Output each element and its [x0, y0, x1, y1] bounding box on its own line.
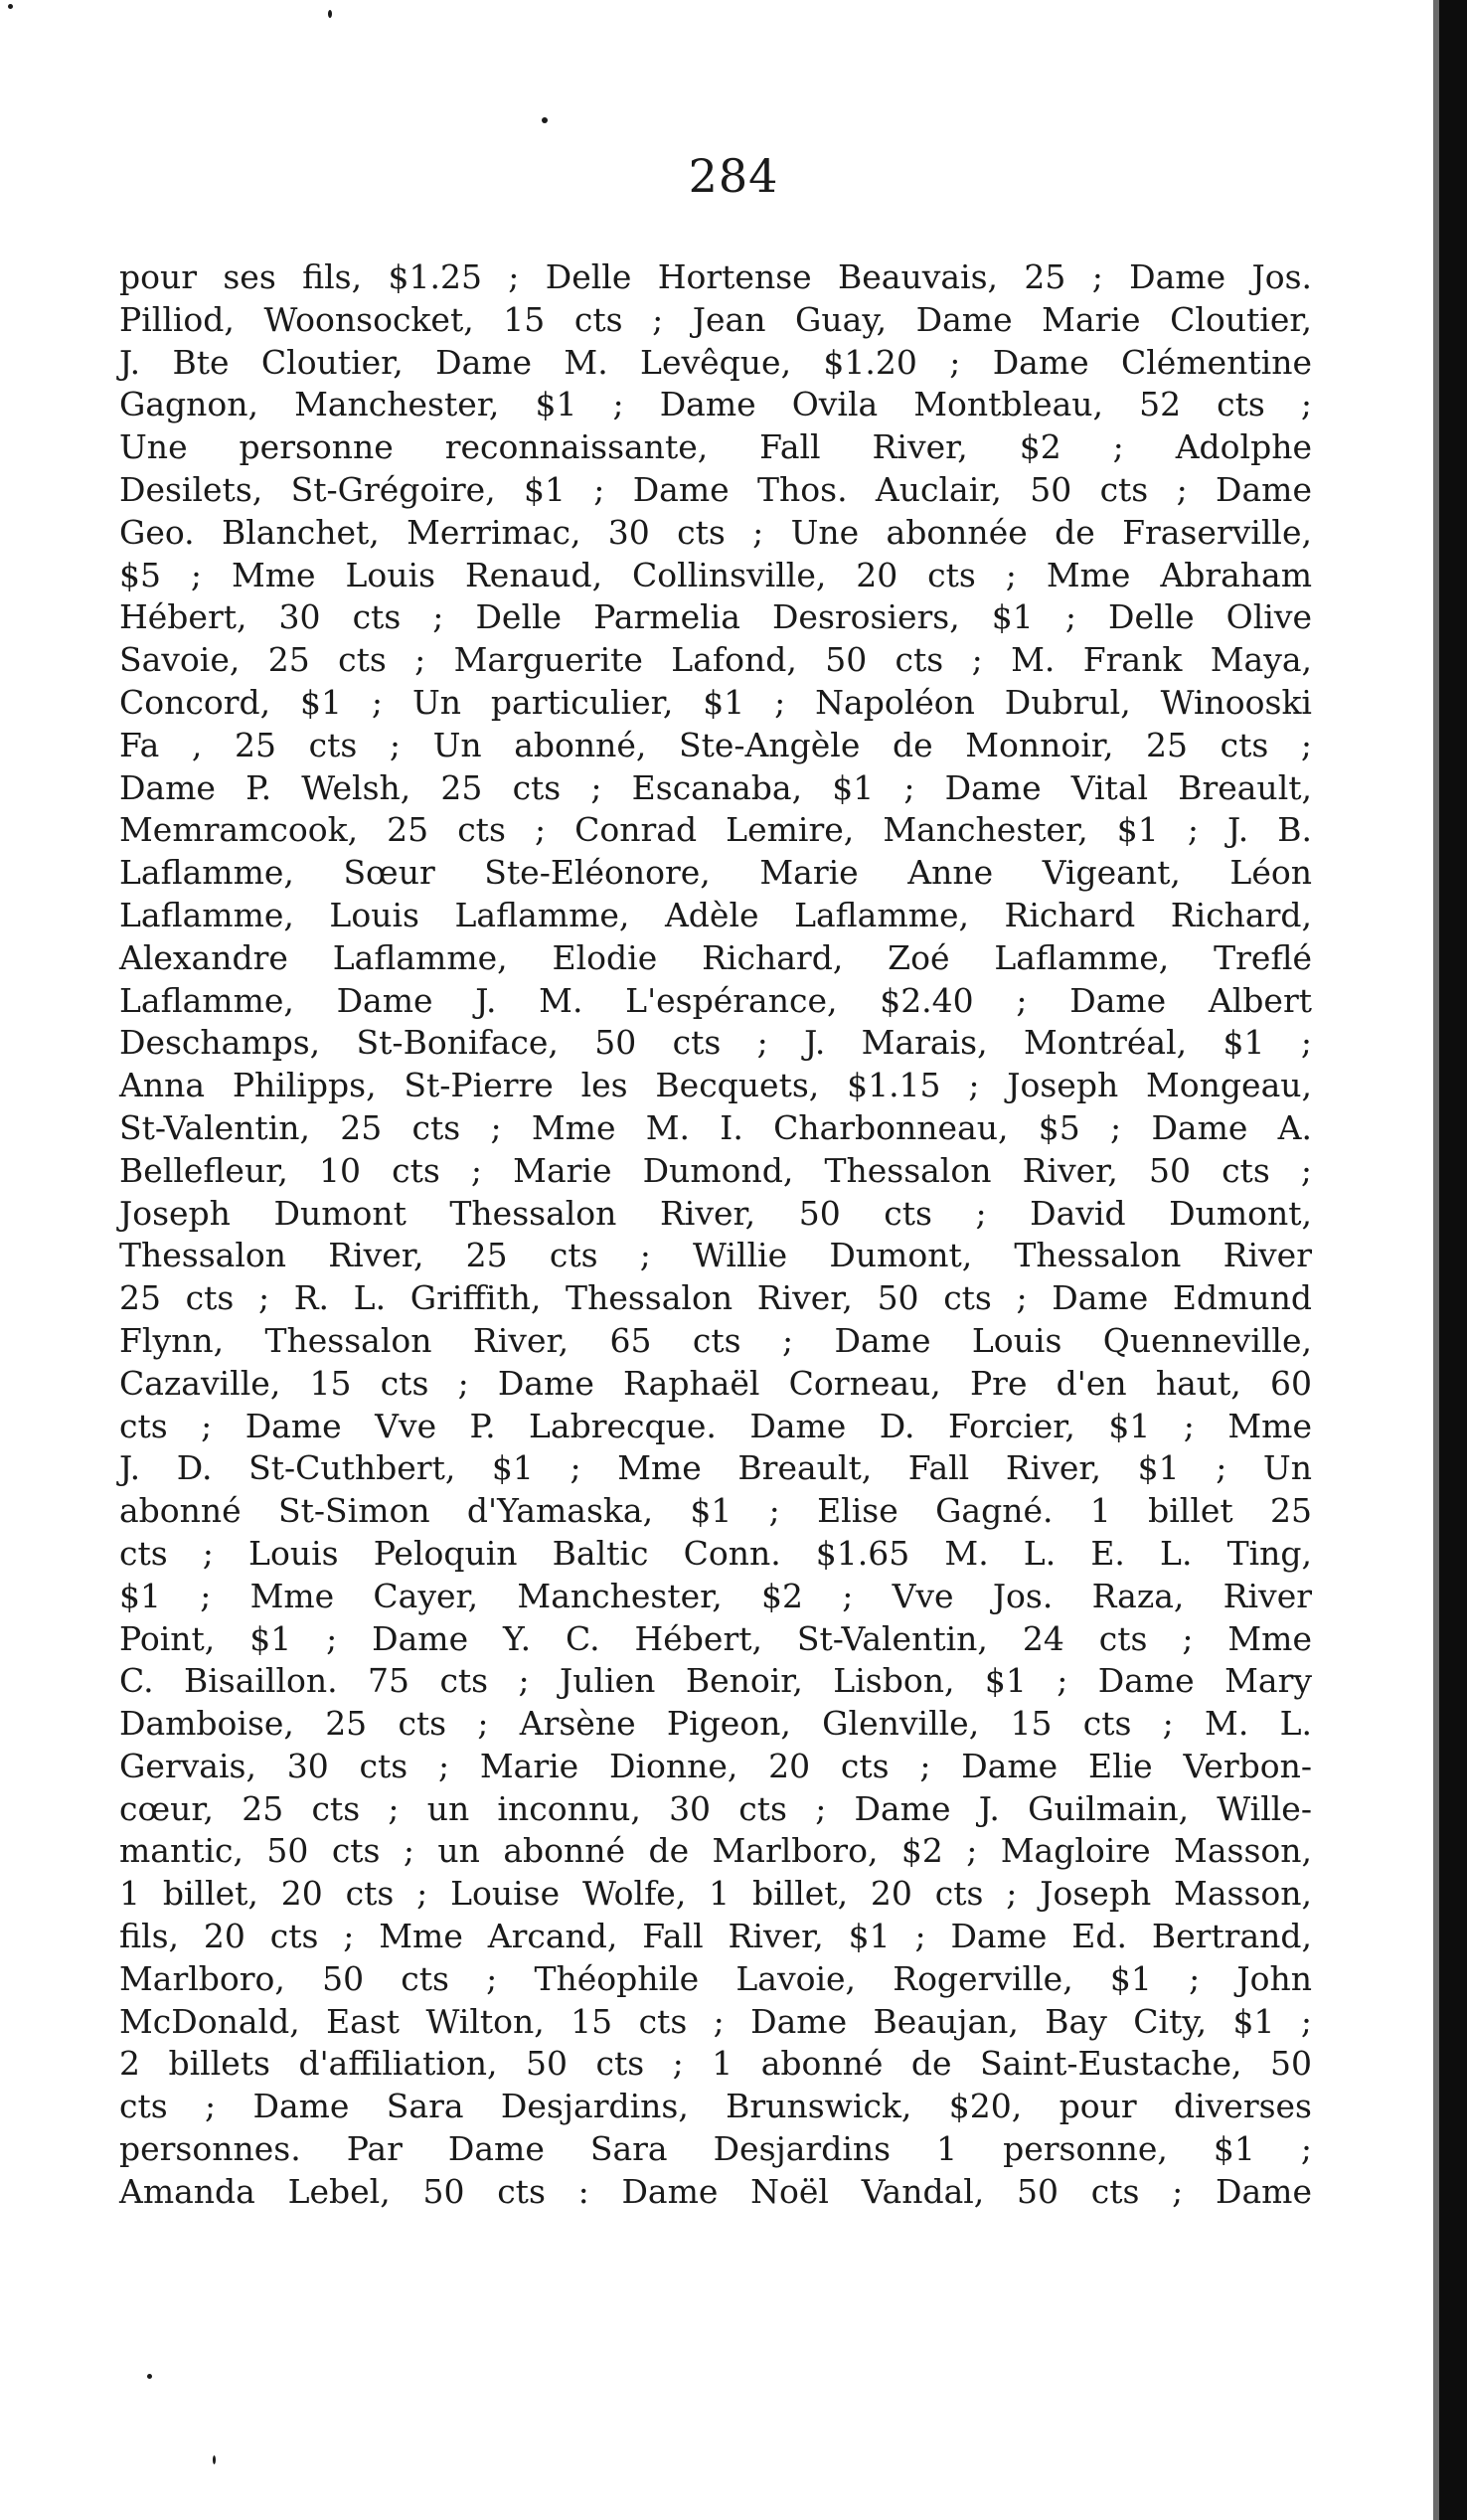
text-line: Gagnon, Manchester, $1 ; Dame Ovila Montbleau, 52 cts ;	[119, 385, 1312, 424]
text-line: Marlboro, 50 cts ; Théophile Lavoie, Rogerville, $1 ; John	[119, 1958, 1312, 1998]
text-line: fils, 20 cts ; Mme Arcand, Fall River, $1 ; Dame Ed. Bertrand,	[119, 1917, 1312, 1956]
text-line: Pilliod, Woonsocket, 15 cts ; Jean Guay, Dame Marie Cloutier,	[119, 299, 1312, 339]
text-line: McDonald, East Wilton, 15 cts ; Dame Beaujan, Bay City, $1 ;	[119, 2001, 1312, 2041]
text-line: Point, $1 ; Dame Y. C. Hébert, St-Valentin, 24 cts ; Mme	[119, 1618, 1312, 1658]
text-line: Damboise, 25 cts ; Arsène Pigeon, Glenville, 15 cts ; M. L.	[119, 1704, 1312, 1744]
text-line: 25 cts ; R. L. Griffith, Thessalon River, 50 cts ; Dame Edmund	[119, 1278, 1312, 1318]
scan-speck	[8, 4, 13, 9]
scan-speck	[147, 2374, 152, 2379]
text-line: cts ; Dame Sara Desjardins, Brunswick, $20, pour diverses	[119, 2087, 1312, 2126]
text-line: Laflamme, Sœur Ste-Eléonore, Marie Anne Vigeant, Léon	[119, 853, 1312, 893]
scan-speck	[213, 2455, 216, 2464]
text-line: Laflamme, Dame J. M. L'espérance, $2.40 ; Dame Albert	[119, 980, 1312, 1020]
text-line: Anna Philipps, St-Pierre les Becquets, $1.15 ; Joseph Mongeau,	[119, 1066, 1312, 1105]
text-line: personnes. Par Dame Sara Desjardins 1 personne, $1 ;	[119, 2129, 1312, 2169]
text-line: 1 billet, 20 cts ; Louise Wolfe, 1 billet, 20 cts ; Joseph Masson,	[119, 1874, 1312, 1914]
text-line: cœur, 25 cts ; un inconnu, 30 cts ; Dame J. Guilmain, Wille-	[119, 1788, 1312, 1828]
text-line: 2 billets d'affiliation, 50 cts ; 1 abonné de Saint-Eustache, 50	[119, 2044, 1312, 2084]
text-line: Alexandre Laflamme, Elodie Richard, Zoé Laflamme, Treflé	[119, 937, 1312, 977]
text-line: Une personne reconnaissante, Fall River, $2 ; Adolphe	[119, 427, 1312, 467]
text-line: pour ses fils, $1.25 ; Delle Hortense Beauvais, 25 ; Dame Jos.	[119, 257, 1312, 296]
text-line: Gervais, 30 cts ; Marie Dionne, 20 cts ; Dame Elie Verbon-	[119, 1746, 1312, 1785]
text-line: Deschamps, St-Boniface, 50 cts ; J. Marais, Montréal, $1 ;	[119, 1023, 1312, 1063]
text-line: Thessalon River, 25 cts ; Willie Dumont, Thessalon River	[119, 1236, 1312, 1275]
text-line: St-Valentin, 25 cts ; Mme M. I. Charbonneau, $5 ; Dame A.	[119, 1107, 1312, 1147]
text-line: C. Bisaillon. 75 cts ; Julien Benoir, Lisbon, $1 ; Dame Mary	[119, 1661, 1312, 1701]
text-line: Laflamme, Louis Laflamme, Adèle Laflamme, Richard Richard,	[119, 895, 1312, 934]
text-line: Geo. Blanchet, Merrimac, 30 cts ; Une abonnée de Fraserville,	[119, 512, 1312, 552]
page-number: 284	[688, 149, 779, 203]
text-line: $1 ; Mme Cayer, Manchester, $2 ; Vve Jos. Raza, River	[119, 1576, 1312, 1615]
text-line: Bellefleur, 10 cts ; Marie Dumond, Thessalon River, 50 cts ;	[119, 1150, 1312, 1190]
text-line: Dame P. Welsh, 25 cts ; Escanaba, $1 ; Dame Vital Breault,	[119, 767, 1312, 807]
text-line: Amanda Lebel, 50 cts : Dame Noël Vandal, 50 cts ; Dame	[119, 2171, 1312, 2211]
text-line: abonné St-Simon d'Yamaska, $1 ; Elise Gagné. 1 billet 25	[119, 1491, 1312, 1531]
page-edge-bar	[1439, 0, 1467, 2520]
body-text	[119, 256, 1312, 2214]
text-line: Flynn, Thessalon River, 65 cts ; Dame Louis Quenneville,	[119, 1320, 1312, 1360]
scan-speck	[328, 10, 332, 18]
text-line: Concord, $1 ; Un particulier, $1 ; Napoléon Dubrul, Winooski	[119, 682, 1312, 722]
text-line: Hébert, 30 cts ; Delle Parmelia Desrosiers, $1 ; Delle Olive	[119, 597, 1312, 637]
text-line: cts ; Dame Vve P. Labrecque. Dame D. Forcier, $1 ; Mme	[119, 1406, 1312, 1445]
text-line: Memramcook, 25 cts ; Conrad Lemire, Manchester, $1 ; J. B.	[119, 810, 1312, 850]
text-line: mantic, 50 cts ; un abonné de Marlboro, $2 ; Magloire Masson,	[119, 1831, 1312, 1871]
scan-speck	[542, 117, 548, 123]
text-line: J. D. St-Cuthbert, $1 ; Mme Breault, Fall River, $1 ; Un	[119, 1448, 1312, 1488]
text-line: J. Bte Cloutier, Dame M. Levêque, $1.20 ; Dame Clémentine	[119, 342, 1312, 382]
text-line: Savoie, 25 cts ; Marguerite Lafond, 50 cts ; M. Frank Maya,	[119, 640, 1312, 680]
text-line: Desilets, St-Grégoire, $1 ; Dame Thos. Auclair, 50 cts ; Dame	[119, 469, 1312, 509]
text-line: $5 ; Mme Louis Renaud, Collinsville, 20 cts ; Mme Abraham	[119, 555, 1312, 594]
text-line: Fa , 25 cts ; Un abonné, Ste-Angèle de Monnoir, 25 cts ;	[119, 725, 1312, 764]
text-line: cts ; Louis Peloquin Baltic Conn. $1.65 M. L. E. L. Ting,	[119, 1533, 1312, 1573]
text-line: Joseph Dumont Thessalon River, 50 cts ; David Dumont,	[119, 1193, 1312, 1233]
text-line: Cazaville, 15 cts ; Dame Raphaël Corneau, Pre d'en haut, 60	[119, 1363, 1312, 1403]
